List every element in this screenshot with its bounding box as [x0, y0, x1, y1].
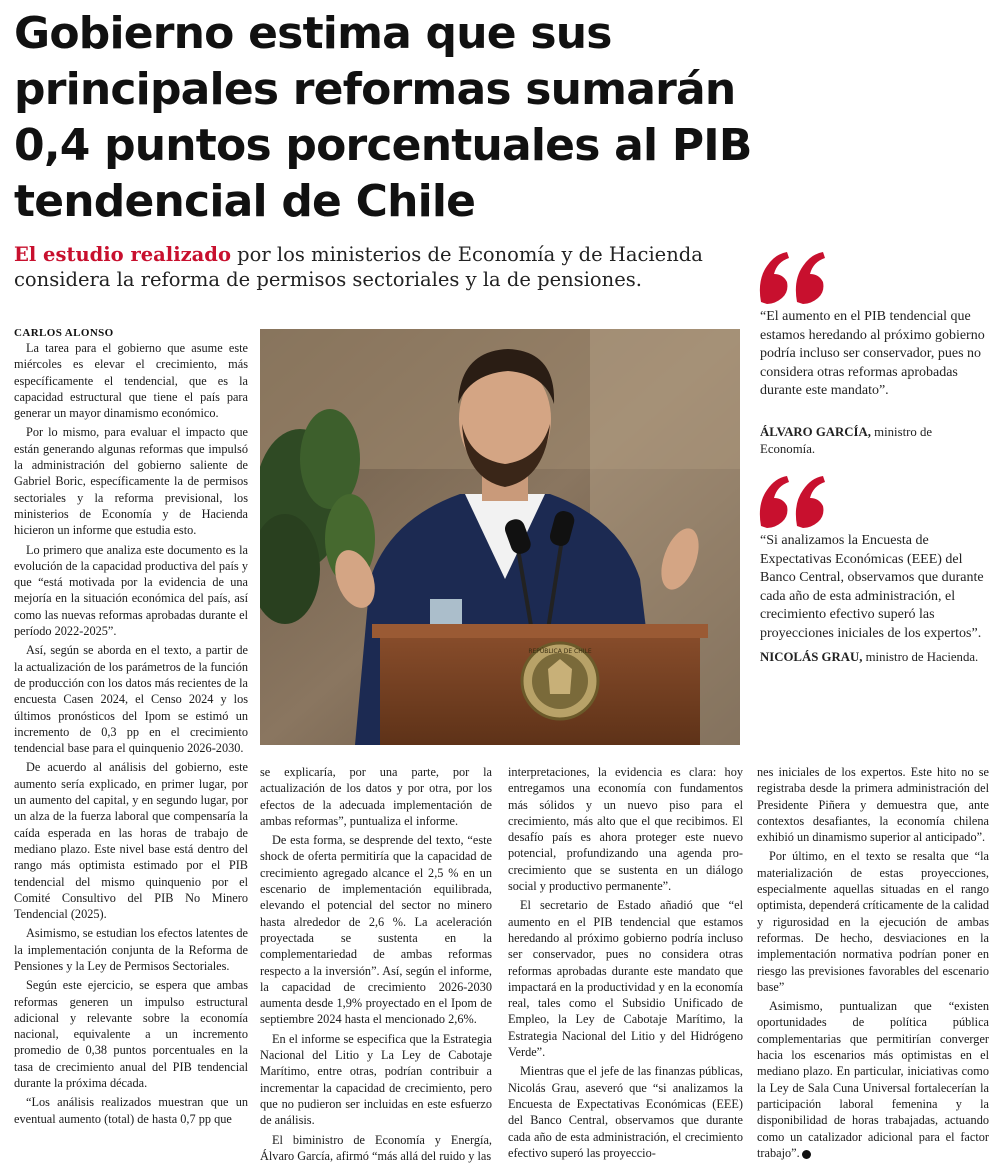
chile-seal-icon [522, 643, 598, 719]
paragraph: Por último, en el texto se resalta que “la materialización de estas proyecciones, especialmente aquellas situadas en el rango optimista, dependerá críticamente de la calidad y rigurosidad en la ejecución de ambas reformas. De hecho, desviaciones en la implementación normativa podrían poner en riesgo las previsiones favorables del escenario base” [757, 849, 989, 994]
paragraph: El secretario de Estado añadió que “el aumento en el PIB tendencial que estamos heredando al próximo gobierno podría incluso ser conservador, pues no considera otras reformas aprobadas durante este mandato que impactará en la productividad y en la economía real, tales como el Subsidio Unificado de Empleo, la Ley de Cabotaje Marítimo, la Estrategia Nacional del Litio y del Hidrógeno Verde”. [508, 898, 743, 1060]
standfirst-lead: El estudio realizado [14, 243, 231, 266]
paragraph: se explicaría, por una parte, por la actualización de los datos y por otra, por los efectos de la adecuada implementación de ambas reformas”, puntualiza el informe. [260, 765, 492, 828]
quote-author-name: ÁLVARO GARCÍA, [760, 425, 871, 439]
paragraph: Por lo mismo, para evaluar el impacto que están generando algunas reformas que impulsó la administración del gobierno saliente de Gabriel Boric, específicamente la de permisos sectoriales y la reforma previsional, los ministerios de Economía y de Hacienda hicieron un informe que estudia esto. [14, 425, 248, 538]
paragraph: De acuerdo al análisis del gobierno, este aumento sería explicado, en primer lugar, por un aumento del capital, y en segundo lugar, por un alza de la fuerza laboral que compensaría la caída esperada en las horas de trabajo de mediano plazo. Este nivel base está dentro del rango más optimista estimado por el PIB tendencial del mismo quinquenio por el Comité Consultivo del PIB No Minero Tendencial (2025). [14, 760, 248, 922]
column-2 [260, 764, 492, 1163]
column-4 [757, 764, 989, 1160]
standfirst-text: por los ministerios de Economía y de Hacienda considera la reforma de permisos sectoriales y la de pensiones. [14, 243, 703, 291]
paragraph: Asimismo, se estudian los efectos latentes de la implementación conjunta de la Reforma de Pensiones y la Ley de Permisos Sectoriales. [14, 926, 248, 973]
seal-text: REPÚBLICA DE CHILE [528, 648, 592, 655]
paragraph: El biministro de Economía y Energía, Álvaro García, afirmó “más allá del ruido y las [260, 1132, 492, 1163]
pull-quote-text: “El aumento en el PIB tendencial que estamos heredando al próximo gobierno podría incluso ser conservador, pues no considera otras reformas aprobadas durante este mandato”. [760, 309, 985, 399]
pull-quote-attribution [760, 649, 990, 666]
quote-marks-icon [757, 474, 829, 530]
paragraph-text: Asimismo, puntualizan que “existen oportunidades de política pública complementarias que permitirían converger hacia los escenarios más optimistas en el mediano plazo. En particular, iniciativas como la Ley de Sala Cuna Universal fortalecerían la participación laboral femenina y la disponibilidad de horas trabajadas, actuando como un catalizador adicional para el factor trabajo”. [757, 999, 989, 1160]
quote-author-role: ministro de Hacienda. [862, 650, 979, 664]
column-1 [14, 340, 248, 1160]
pull-quote-text: “Si analizamos la Encuesta de Expectativas Económicas (EEE) del Banco Central, observamos que durante cada año de esta administración, el crecimiento efectivo superó las proyecciones iniciales de los expertos”. [760, 533, 984, 641]
quote-author-role: ministro de Economía. [760, 425, 933, 456]
column-3 [508, 764, 743, 1160]
paragraph: Según este ejercicio, se espera que ambas reformas generen un impulso estructural adicional y relevante sobre la economía nacional, equivalente a un incremento promedio de 0,38 puntos porcentuales en la tasa de crecimiento anual del PIB tendencial durante la próxima década. [14, 978, 248, 1091]
paragraph: Mientras que el jefe de las finanzas públicas, Nicolás Grau, aseveró que “si analizamos la Encuesta de Expectativas Económicas (EEE) del Banco Central, observamos que durante cada año de esta administración, el crecimiento efectivo superó las proyeccio- [508, 1064, 743, 1160]
standfirst [14, 242, 749, 292]
paragraph: Así, según se aborda en el texto, a partir de la actualización de los parámetros de la función de producción con los datos más recientes de la encuesta Casen 2024, el Censo 2024 y los últimos pronósticos del Ipom se estimó un incremento de 0,3 pp en el crecimiento tendencial base para el quinquenio 2026-2030. [14, 643, 248, 756]
paragraph: interpretaciones, la evidencia es clara: hoy entregamos una economía con fundamentos más sólidos y un nuevo piso para el crecimiento, más alto que el que recibimos. El desafío país es ahora proteger este nuevo potencial, profundizando una agenda pro-crecimiento que se sustenta en un diálogo social y productivo permanente”. [508, 765, 743, 894]
paragraph: En el informe se especifica que la Estrategia Nacional del Litio y La Ley de Cabotaje Marítimo, entre otras, podrían contribuir a incrementar la capacidad de crecimiento, pero que no pudieron ser incluidas en este esfuerzo de análisis. [260, 1031, 492, 1128]
quote-marks-icon [757, 250, 829, 306]
news-photo [260, 329, 740, 745]
end-mark-icon: P [802, 1150, 811, 1159]
quote-author-name: NICOLÁS GRAU, [760, 650, 863, 664]
paragraph: De esta forma, se desprende del texto, “este shock de oferta permitiría que la capacidad de crecimiento agregado alcance el 2,5 % en un escenario de implementación equilibrada, elevando el potencial del sector no minero hasta alrededor de 2,6 %. La aceleración proyectada se sustenta en la complementariedad de ambas reformas respecto a la inversión”. Así, según el informe, la capacidad de crecimiento 2026-2030 aumenta desde 1,9% proyectado en el Ipom de septiembre 2024 hasta el mencionado 2,6%. [260, 833, 492, 1027]
paragraph [757, 998, 989, 1161]
byline: CARLOS ALONSO [14, 327, 114, 339]
paragraph: nes iniciales de los expertos. Este hito no se registraba desde la primera administración del Presidente Piñera y demuestra que, ante contextos desafiantes, la economía chilena exhibió un dinamismo superior al anticipado”. [757, 765, 989, 845]
paragraph: La tarea para el gobierno que asume este miércoles es elevar el crecimiento, más específicamente el tendencial, que es la capacidad estructural que tiene el país para generar un mayor dinamismo económico. [14, 341, 248, 421]
headline: Gobierno estima que sus principales reformas sumarán 0,4 puntos porcentuales al PIB tendencial de Chile [14, 8, 752, 227]
pull-quote-attribution [760, 424, 990, 458]
paragraph: “Los análisis realizados muestran que un eventual aumento (total) de hasta 0,7 pp que [14, 1095, 248, 1126]
paragraph: Lo primero que analiza este documento es la evolución de la capacidad productiva del país y que “está motivada por la evidencia de una mejoría en la situación económica del país, así como las nuevas reformas aprobadas durante el período 2022-2025”. [14, 542, 248, 639]
speaker-illustration [260, 329, 740, 745]
